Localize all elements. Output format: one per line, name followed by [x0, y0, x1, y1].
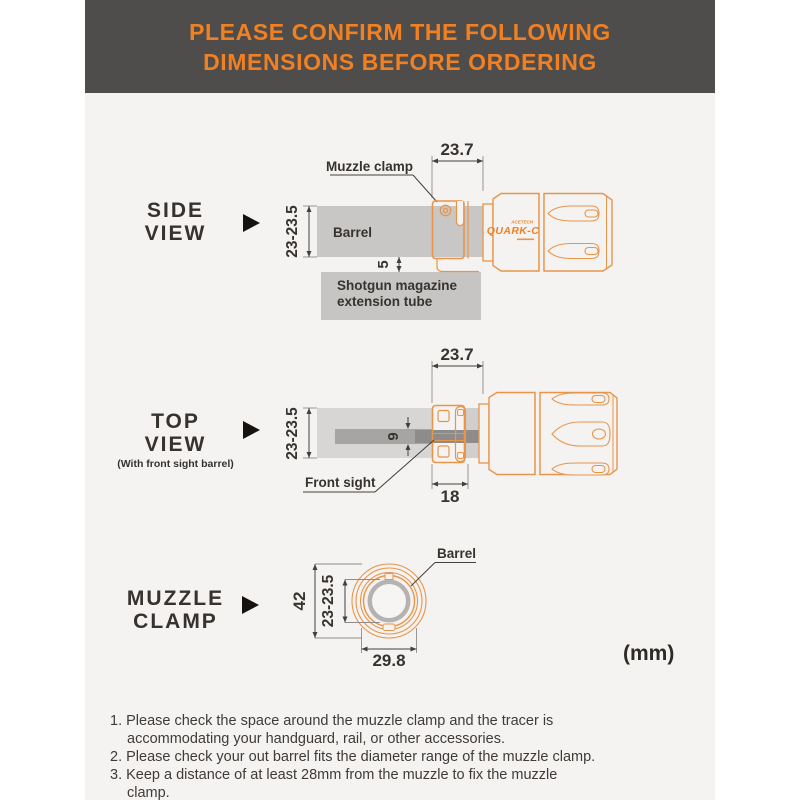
clamp-bottom-tab	[383, 624, 395, 631]
tracer-subtext-mark	[517, 239, 534, 241]
note-number: 1.	[110, 713, 123, 729]
muzzle-clamp-title-line2: CLAMP	[133, 610, 218, 633]
arrowhead	[313, 564, 318, 570]
note-number: 2.	[110, 749, 123, 765]
arrowhead	[343, 617, 348, 623]
muzzle-clamp-drawing	[290, 540, 480, 680]
top-view-title-line2: VIEW	[144, 433, 207, 456]
front-sight-dark	[415, 430, 483, 443]
diagram-content	[85, 93, 715, 800]
barrel-label: Barrel	[437, 546, 477, 561]
tracer-flute-bottom	[552, 463, 609, 475]
tracer-flute-top	[548, 206, 599, 221]
arrowhead	[343, 580, 348, 586]
top-view-pointer-triangle	[243, 421, 260, 439]
tracer-flute-bottom	[548, 244, 599, 259]
arrowhead	[307, 408, 312, 414]
note-item	[110, 748, 602, 766]
arrowhead	[307, 206, 312, 212]
top-view-drawing	[280, 340, 625, 510]
side-view-drawing	[280, 135, 625, 325]
header-line-2: DIMENSIONS BEFORE ORDERING	[203, 49, 597, 75]
tracer-brand-text: ACETECH	[511, 219, 533, 225]
arrowhead	[397, 257, 402, 263]
note-text: Keep a distance of at least 28mm from the muzzle to fix the muzzle clamp.	[126, 767, 558, 800]
arrowhead	[397, 266, 402, 272]
arrowhead	[432, 159, 438, 164]
arrowhead	[307, 452, 312, 458]
top-view-title-line1: TOP	[151, 410, 200, 433]
barrel-bore	[372, 584, 406, 618]
arrowhead	[477, 159, 483, 164]
note-item	[110, 712, 602, 748]
arrowhead	[362, 647, 368, 652]
front-sight-label: Front sight	[305, 475, 376, 490]
dim-clamp-width: 18	[440, 487, 460, 506]
top-view-title	[113, 410, 238, 471]
clamp-pill-end	[458, 410, 464, 416]
note-number: 3.	[110, 767, 123, 783]
muzzle-clamp-title-line1: MUZZLE	[126, 587, 225, 610]
note-text: Please check the space around the muzzle clamp and the tracer is accommodating your handguard, rail, or other accessories.	[126, 713, 554, 747]
arrowhead	[462, 482, 468, 487]
clamp-hole	[438, 411, 449, 422]
unit-note: (mm)	[623, 642, 675, 665]
dim-outer-diameter: 42	[290, 591, 309, 611]
footer-notes	[110, 712, 602, 800]
note-item	[110, 766, 602, 800]
muzzle-clamp-label: Muzzle clamp	[325, 159, 413, 174]
page	[85, 0, 715, 800]
arrowhead	[313, 632, 318, 638]
dim-inner-diameter: 29.8	[372, 651, 406, 670]
note-text: Please check your out barrel fits the diameter range of the muzzle clamp.	[126, 749, 596, 765]
top-view-subtitle: (With front sight barrel)	[117, 458, 234, 470]
arrowhead	[432, 482, 438, 487]
dim-front-sight-width: 9	[385, 432, 402, 441]
side-view-title-line1: SIDE	[146, 199, 204, 222]
muzzle-clamp-title	[113, 587, 238, 633]
clamp-hole	[438, 446, 449, 457]
tracer-adapter	[479, 404, 489, 463]
tracer-model-text: QUARK-C	[486, 225, 540, 237]
tracer-front-body	[489, 393, 535, 475]
tracer-flute-top	[552, 393, 609, 405]
clamp-slot	[457, 201, 464, 226]
dim-tube-gap: 5	[375, 260, 392, 269]
clamp-top-notch	[385, 574, 393, 580]
arrowhead	[477, 364, 483, 369]
dim-clamp-depth: 23.7	[440, 140, 474, 159]
dim-barrel-diameter: 23-23.5	[284, 205, 301, 258]
clamp-foot	[437, 259, 479, 272]
arrowhead	[307, 251, 312, 257]
side-view-pointer-triangle	[243, 214, 260, 232]
barrel-label: Barrel	[333, 225, 373, 240]
extension-tube-label-line1: Shotgun magazine	[337, 278, 458, 293]
dim-clamp-depth: 23.7	[440, 345, 474, 364]
muzzle-clamp-pointer-triangle	[242, 596, 259, 614]
tracer-rear-body	[544, 194, 612, 272]
header-line-1: PLEASE CONFIRM THE FOLLOWING	[189, 19, 611, 45]
dim-barrel-range: 23-23.5	[320, 574, 337, 628]
leader-line	[413, 175, 437, 202]
extension-tube-label-line2: extension tube	[337, 294, 433, 309]
arrowhead	[411, 647, 417, 652]
side-view-title-line2: VIEW	[144, 222, 207, 245]
header-banner	[85, 0, 715, 93]
clamp-pill-end	[458, 453, 464, 459]
dim-barrel-diameter: 23-23.5	[284, 407, 301, 460]
arrowhead	[432, 364, 438, 369]
side-view-title	[123, 199, 228, 245]
